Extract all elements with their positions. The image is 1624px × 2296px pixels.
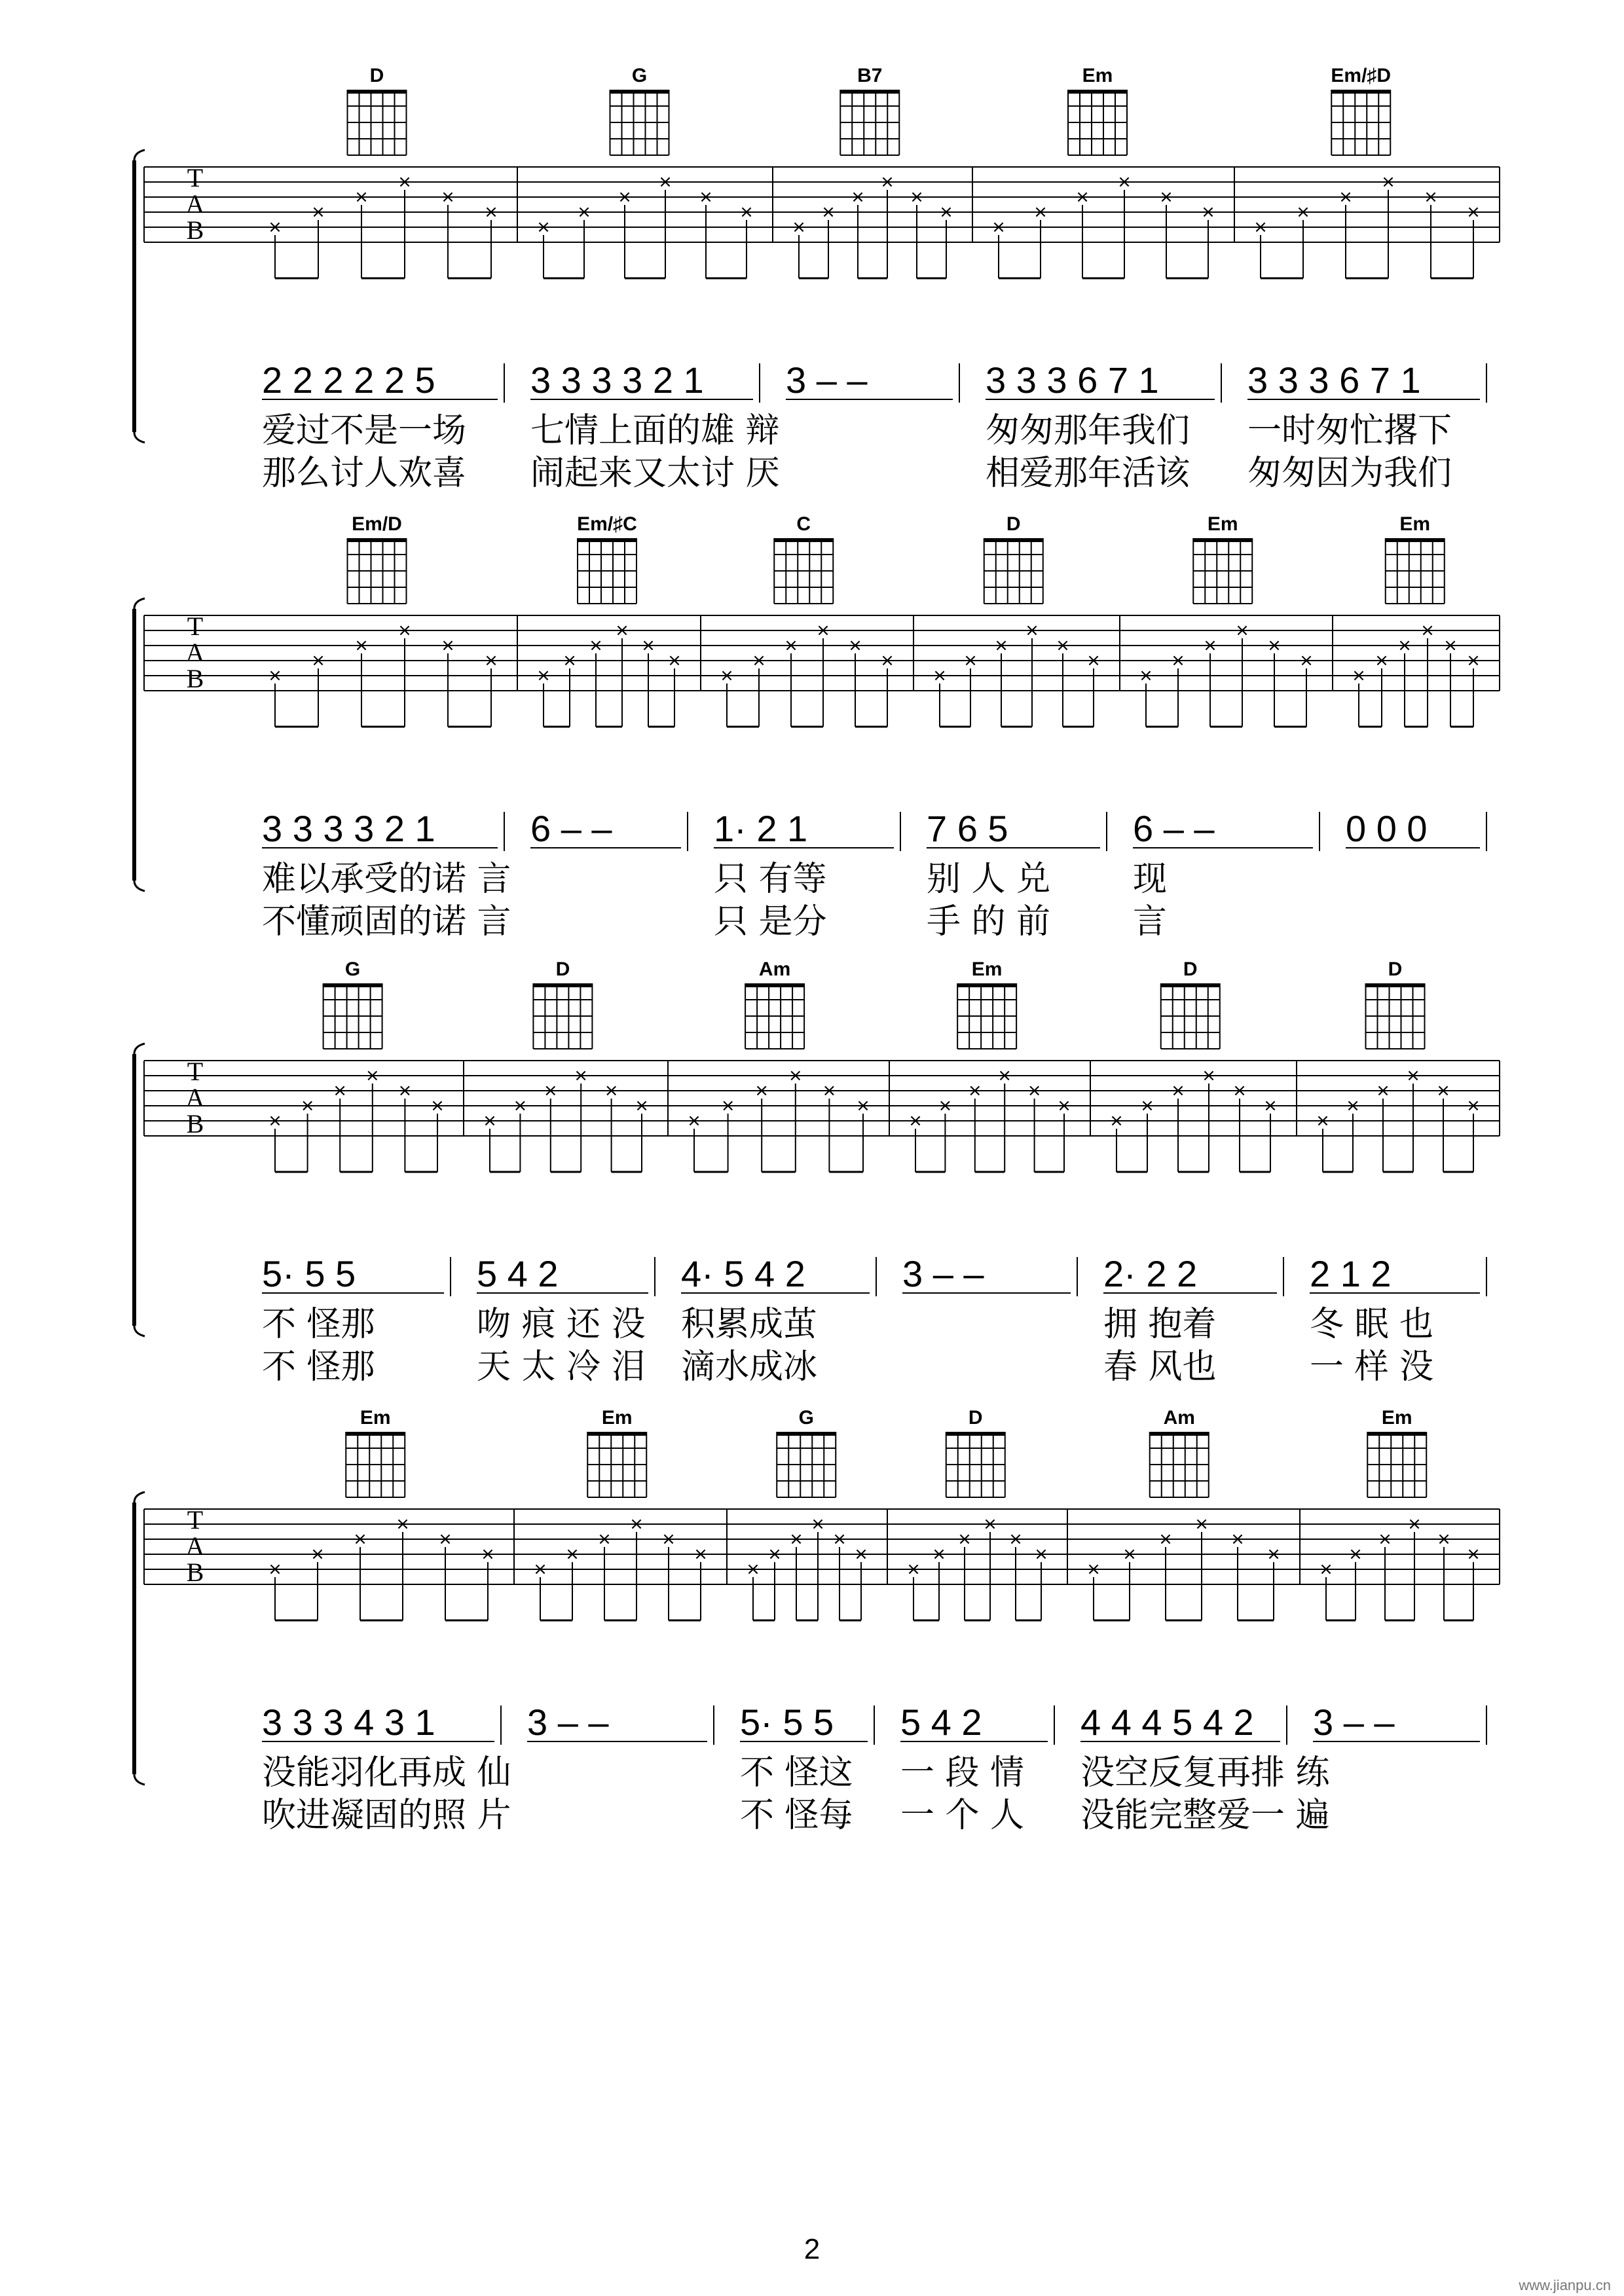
pick-mark: × <box>1263 1096 1278 1116</box>
chord-name: Em/♯C <box>577 513 637 535</box>
pick-mark: × <box>604 1081 619 1101</box>
jianpu-number: 3 3 3 4 3 1 <box>262 1702 435 1743</box>
pick-mark: × <box>752 651 766 670</box>
jianpu-number: 5· 5 5 <box>262 1253 356 1294</box>
lyric-line-2: 手 的 前 <box>927 902 1051 941</box>
lyric-line-1: 只 有等 <box>714 860 827 899</box>
pick-mark: × <box>268 1559 282 1579</box>
pick-mark: × <box>932 1544 946 1564</box>
chord-name: D <box>369 65 384 86</box>
pick-mark: × <box>822 1081 837 1101</box>
lyric-line-2: 不懂顽固的诺 言 <box>262 902 511 941</box>
pick-mark: × <box>536 217 551 237</box>
pick-mark: × <box>1375 651 1389 670</box>
jianpu-number: 6 – – <box>1133 808 1215 849</box>
pick-mark: × <box>1299 651 1314 670</box>
pick-mark: × <box>967 1081 982 1101</box>
pick-mark: × <box>699 187 713 207</box>
pick-mark: × <box>983 1514 997 1534</box>
jianpu-number: 5· 5 5 <box>740 1702 834 1743</box>
tab-clef-letter: B <box>186 664 204 693</box>
pick-mark: × <box>816 621 830 640</box>
chord-name: Am <box>1163 1407 1195 1429</box>
jianpu-number: 3 – – <box>527 1702 609 1743</box>
pick-mark: × <box>1158 1529 1173 1549</box>
pick-mark: × <box>615 621 629 640</box>
jianpu-number: 2 2 2 2 2 5 <box>262 359 435 401</box>
jianpu-number: 3 – – <box>1313 1702 1395 1743</box>
pick-mark: × <box>484 651 498 670</box>
lyric-line-2: 相爱那年活该 <box>986 454 1190 493</box>
pick-mark: × <box>957 1529 972 1549</box>
pick-mark: × <box>1086 1559 1101 1579</box>
lyric-line-2: 春 风也 <box>1103 1347 1217 1387</box>
watermark: www.jianpu.cn <box>1519 2277 1611 2293</box>
jianpu-number: 3 – – <box>902 1253 984 1294</box>
lyric-line-2: 那么讨人欢喜 <box>262 454 467 493</box>
pick-mark: × <box>597 1529 612 1549</box>
pick-mark: × <box>856 1096 870 1116</box>
chord-name: D <box>555 958 570 980</box>
pick-mark: × <box>1267 636 1282 655</box>
pick-mark: × <box>848 636 862 655</box>
lyric-line-1: 难以承受的诺 言 <box>262 860 511 899</box>
pick-mark: × <box>767 1544 782 1564</box>
pick-mark: × <box>1338 187 1353 207</box>
pick-mark: × <box>789 1529 803 1549</box>
chord-name: Em <box>971 958 1003 980</box>
pick-mark: × <box>543 1081 558 1101</box>
pick-mark: × <box>1122 1544 1137 1564</box>
pick-mark: × <box>430 1096 445 1116</box>
chord-name: Em/D <box>352 513 402 535</box>
pick-mark: × <box>1376 1081 1390 1101</box>
pick-mark: × <box>1075 187 1090 207</box>
pick-mark: × <box>1266 1544 1281 1564</box>
tab-clef-letter: A <box>185 638 205 667</box>
pick-mark: × <box>441 636 455 655</box>
pick-mark: × <box>300 1096 315 1116</box>
pick-mark: × <box>687 1111 701 1131</box>
pick-mark: × <box>438 1529 452 1549</box>
pick-mark: × <box>1319 1559 1333 1579</box>
pick-mark: × <box>851 187 865 207</box>
lyric-line-1: 没空反复再排 练 <box>1080 1753 1330 1793</box>
pick-mark: × <box>1352 666 1366 685</box>
pick-mark: × <box>880 172 895 192</box>
lyric-line-1: 吻 痕 还 没 <box>477 1305 646 1344</box>
tab-clef-letter: A <box>185 1083 205 1112</box>
lyric-line-2: 滴水成冰 <box>681 1347 818 1387</box>
pick-mark: × <box>908 1111 923 1131</box>
lyric-line-2: 不 怪那 <box>262 1347 375 1387</box>
jianpu-number: 4· 5 4 2 <box>681 1253 805 1294</box>
pick-mark: × <box>754 1081 769 1101</box>
pick-mark: × <box>938 1096 953 1116</box>
pick-mark: × <box>661 1529 676 1549</box>
chord-name: B7 <box>857 65 883 86</box>
pick-mark: × <box>1406 1066 1420 1085</box>
pick-mark: × <box>310 1544 325 1564</box>
lyric-line-1: 匆匆那年我们 <box>986 411 1190 450</box>
tab-clef-letter: A <box>185 189 205 219</box>
pick-mark: × <box>693 1544 708 1564</box>
chord-name: Em <box>1399 513 1431 535</box>
jianpu-number: 2 1 2 <box>1310 1253 1392 1294</box>
pick-mark: × <box>1437 1529 1451 1549</box>
pick-mark: × <box>811 1514 825 1534</box>
pick-mark: × <box>854 1544 868 1564</box>
pick-mark: × <box>720 1096 735 1116</box>
pick-mark: × <box>1348 1544 1363 1564</box>
lyric-line-1: 一 段 情 <box>900 1753 1025 1793</box>
tab-clef-letter: A <box>185 1531 205 1561</box>
chord-name: G <box>344 958 361 980</box>
pick-mark: × <box>268 217 282 237</box>
pick-mark: × <box>1378 1529 1392 1549</box>
pick-mark: × <box>667 651 682 670</box>
pick-mark: × <box>1466 1096 1481 1116</box>
pick-mark: × <box>1232 1081 1247 1101</box>
pick-mark: × <box>739 202 754 222</box>
pick-mark: × <box>536 666 551 685</box>
pick-mark: × <box>910 187 924 207</box>
jianpu-number: 2· 2 2 <box>1103 1253 1198 1294</box>
pick-mark: × <box>1466 1544 1481 1564</box>
lyric-line-1: 一时匆忙撂下 <box>1247 411 1452 450</box>
pick-mark: × <box>574 1066 589 1085</box>
chord-name: Em <box>1207 513 1238 535</box>
pick-mark: × <box>1466 202 1481 222</box>
pick-mark: × <box>618 187 632 207</box>
pick-mark: × <box>311 202 325 222</box>
pick-mark: × <box>354 636 369 655</box>
chord-name: D <box>1183 958 1198 980</box>
pick-mark: × <box>635 1096 649 1116</box>
pick-mark: × <box>589 636 603 655</box>
lyric-line-2: 一 样 没 <box>1310 1347 1434 1387</box>
pick-mark: × <box>1443 636 1458 655</box>
chord-name: C <box>796 513 811 535</box>
jianpu-number: 7 6 5 <box>927 808 1008 849</box>
tab-clef-letter: B <box>186 1558 204 1587</box>
pick-mark: × <box>1140 1096 1154 1116</box>
tab-clef-letter: B <box>186 215 204 245</box>
pick-mark: × <box>629 1514 644 1534</box>
pick-mark: × <box>991 217 1006 237</box>
pick-mark: × <box>1086 651 1101 670</box>
jianpu-number: 0 0 0 <box>1346 808 1428 849</box>
pick-mark: × <box>1296 202 1310 222</box>
jianpu-number: 3 3 3 3 2 1 <box>530 359 704 401</box>
chord-name: D <box>968 1407 983 1429</box>
lyric-line-1: 现 <box>1133 860 1168 899</box>
jianpu-number: 1· 2 1 <box>714 808 808 849</box>
pick-mark: × <box>939 202 953 222</box>
jianpu-number: 3 3 3 3 2 1 <box>262 808 435 849</box>
pick-mark: × <box>1171 651 1185 670</box>
pick-mark: × <box>997 1066 1012 1085</box>
pick-mark: × <box>1201 202 1215 222</box>
pick-mark: × <box>333 1081 348 1101</box>
pick-mark: × <box>1057 1096 1071 1116</box>
lyric-line-1: 七情上面的雄 辩 <box>530 411 780 450</box>
pick-mark: × <box>832 1529 847 1549</box>
pick-mark: × <box>1025 621 1039 640</box>
lyric-line-1: 冬 眠 也 <box>1310 1305 1434 1344</box>
pick-mark: × <box>1230 1529 1245 1549</box>
lyric-line-1: 不 怪这 <box>740 1753 853 1793</box>
pick-mark: × <box>397 1081 413 1101</box>
tab-clef-letter: T <box>187 1057 204 1086</box>
lyric-line-2: 吹进凝固的照 片 <box>262 1796 511 1835</box>
pick-mark: × <box>481 1544 495 1564</box>
jianpu-number: 3 3 3 6 7 1 <box>986 359 1159 401</box>
pick-mark: × <box>1235 621 1249 640</box>
pick-mark: × <box>577 202 591 222</box>
pick-mark: × <box>788 1066 803 1085</box>
pick-mark: × <box>821 202 836 222</box>
pick-mark: × <box>932 666 947 685</box>
pick-mark: × <box>1424 187 1438 207</box>
chord-name: Am <box>758 958 791 980</box>
pick-mark: × <box>1034 1544 1048 1564</box>
pick-mark: × <box>1436 1081 1450 1101</box>
chord-name: G <box>631 65 648 86</box>
lyric-line-2: 天 太 冷 泪 <box>477 1347 646 1387</box>
lyric-line-2: 匆匆因为我们 <box>1247 454 1452 493</box>
pick-mark: × <box>1033 202 1048 222</box>
pick-mark: × <box>792 217 806 237</box>
pick-mark: × <box>1027 1081 1042 1101</box>
chord-name: Em <box>601 1407 633 1429</box>
tab-clef-letter: T <box>187 1505 204 1535</box>
pick-mark: × <box>484 202 498 222</box>
lyric-line-2: 闹起来又太讨 厌 <box>530 454 780 493</box>
chord-name: Em <box>1082 65 1113 86</box>
pick-mark: × <box>784 636 798 655</box>
chord-name: D <box>1388 958 1403 980</box>
lyric-line-2: 言 <box>1133 902 1168 941</box>
chord-name: Em <box>1381 1407 1412 1429</box>
pick-mark: × <box>1203 636 1217 655</box>
jianpu-number: 3 – – <box>786 359 868 401</box>
jianpu-number: 6 – – <box>530 808 612 849</box>
lyric-line-2: 只 是分 <box>714 902 827 941</box>
pick-mark: × <box>353 1529 367 1549</box>
pick-mark: × <box>397 621 412 640</box>
pick-mark: × <box>1316 1111 1330 1131</box>
pick-mark: × <box>513 1096 528 1116</box>
page-number: 2 <box>803 2233 821 2265</box>
pick-mark: × <box>396 1514 410 1534</box>
tab-clef-letter: T <box>187 611 204 641</box>
pick-mark: × <box>1171 1081 1185 1101</box>
tab-clef-letter: T <box>187 163 204 192</box>
lyric-line-1: 爱过不是一场 <box>262 411 467 450</box>
pick-mark: × <box>641 636 655 655</box>
pick-mark: × <box>563 651 577 670</box>
lyric-line-1: 不 怪那 <box>262 1305 375 1344</box>
pick-mark: × <box>365 1066 380 1085</box>
jianpu-number: 5 4 2 <box>477 1253 559 1294</box>
pick-mark: × <box>963 651 978 670</box>
pick-mark: × <box>1202 1066 1216 1085</box>
pick-mark: × <box>658 172 673 192</box>
tab-clef-letter: B <box>186 1109 204 1139</box>
lyric-line-2: 没能完整爱一 遍 <box>1080 1796 1330 1835</box>
chord-name: Em <box>360 1407 391 1429</box>
pick-mark: × <box>1407 1514 1422 1534</box>
chord-name: D <box>1006 513 1021 535</box>
pick-mark: × <box>880 651 895 670</box>
jianpu-number: 5 4 2 <box>900 1702 982 1743</box>
pick-mark: × <box>1117 172 1132 192</box>
lyric-line-2: 一 个 人 <box>900 1796 1025 1835</box>
pick-mark: × <box>1420 621 1435 640</box>
lyric-line-1: 拥 抱着 <box>1103 1305 1217 1344</box>
lyric-line-1: 别 人 兑 <box>927 860 1051 899</box>
jianpu-number: 3 3 3 6 7 1 <box>1247 359 1421 401</box>
pick-mark: × <box>906 1559 921 1579</box>
jianpu-number: 4 4 4 5 4 2 <box>1080 1702 1254 1743</box>
pick-mark: × <box>1008 1529 1023 1549</box>
pick-mark: × <box>1466 651 1481 670</box>
pick-mark: × <box>1253 217 1268 237</box>
pick-mark: × <box>354 187 369 207</box>
pick-mark: × <box>1194 1514 1209 1534</box>
chord-name: G <box>798 1407 814 1429</box>
pick-mark: × <box>441 187 455 207</box>
pick-mark: × <box>268 666 282 685</box>
lyric-line-2: 不 怪每 <box>740 1796 853 1835</box>
pick-mark: × <box>533 1559 547 1579</box>
pick-mark: × <box>994 636 1008 655</box>
lyric-line-1: 积累成茧 <box>681 1305 818 1344</box>
pick-mark: × <box>397 172 412 192</box>
pick-mark: × <box>483 1111 497 1131</box>
pick-mark: × <box>746 1559 760 1579</box>
lyric-line-1: 没能羽化再成 仙 <box>262 1753 511 1793</box>
pick-mark: × <box>311 651 325 670</box>
pick-mark: × <box>268 1111 282 1131</box>
pick-mark: × <box>565 1544 580 1564</box>
pick-mark: × <box>1397 636 1412 655</box>
pick-mark: × <box>1346 1096 1360 1116</box>
pick-mark: × <box>1056 636 1070 655</box>
pick-mark: × <box>1159 187 1173 207</box>
pick-mark: × <box>1109 1111 1124 1131</box>
pick-mark: × <box>1139 666 1153 685</box>
pick-mark: × <box>1381 172 1395 192</box>
pick-mark: × <box>720 666 734 685</box>
chord-name: Em/♯D <box>1331 65 1392 86</box>
